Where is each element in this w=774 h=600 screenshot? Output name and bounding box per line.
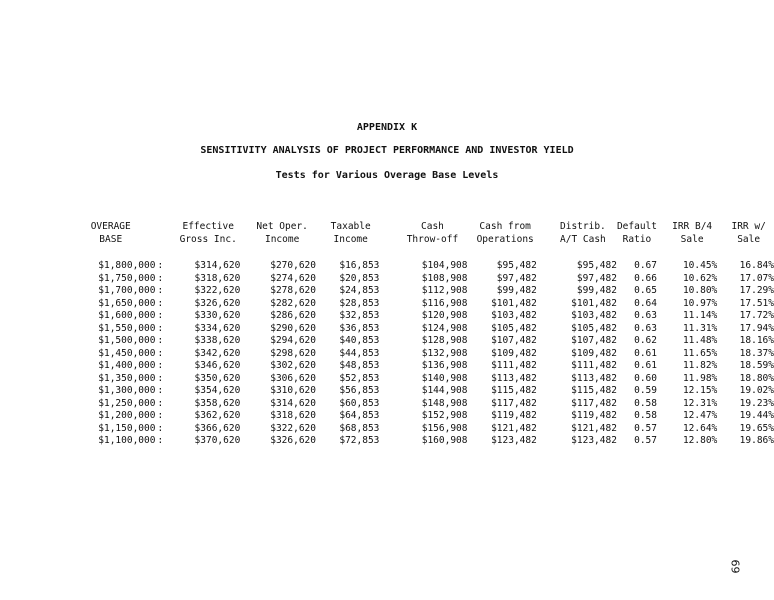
cell-net-operating-income: $278,620	[270, 285, 316, 296]
cell-default-ratio: 0.61	[634, 360, 657, 371]
cell-taxable-income: $16,853	[339, 260, 380, 271]
cell-irr-before-sale: 12.64%	[682, 422, 718, 434]
cell-separator: :	[157, 272, 164, 284]
cell-effective-gross-income: $330,620	[194, 310, 241, 321]
cell-default-ratio: 0.62	[634, 335, 657, 346]
cell-irr-with-sale: 17.07%	[739, 272, 774, 284]
table-header-row	[66, 220, 774, 246]
cell-separator: :	[157, 347, 164, 359]
cell-net-operating-income: $310,620	[270, 385, 316, 396]
cell-cash-throw-off: $140,908	[421, 372, 468, 384]
cell-separator: :	[157, 422, 164, 434]
cell-net-operating-income: $322,620	[270, 422, 316, 434]
table-row	[66, 323, 774, 336]
cell-cash-from-operations: $113,482	[491, 372, 537, 384]
cell-separator: :	[157, 385, 164, 396]
cell-effective-gross-income: $358,620	[194, 397, 241, 409]
cell-cash-throw-off: $104,908	[421, 260, 468, 271]
cell-overage-base: $1,600,000	[98, 310, 156, 321]
cell-irr-with-sale: 19.86%	[739, 435, 774, 446]
table-row	[66, 335, 774, 348]
table-row	[66, 273, 774, 286]
cell-net-operating-income: $290,620	[270, 322, 316, 334]
header-line: Default	[616, 221, 657, 232]
cell-net-operating-income: $314,620	[270, 397, 316, 409]
cell-effective-gross-income: $350,620	[194, 372, 241, 384]
cell-irr-with-sale: 17.51%	[739, 297, 774, 309]
cell-net-operating-income: $306,620	[270, 372, 316, 384]
cell-distributed-after-tax-cash: $97,482	[576, 272, 617, 284]
table-row	[66, 360, 774, 373]
cell-irr-before-sale: 10.45%	[682, 260, 718, 271]
cell-distributed-after-tax-cash: $115,482	[571, 385, 617, 396]
cell-irr-with-sale: 17.72%	[739, 310, 774, 321]
cell-taxable-income: $28,853	[339, 297, 380, 309]
cell-distributed-after-tax-cash: $103,482	[571, 310, 617, 321]
cell-default-ratio: 0.66	[634, 272, 657, 284]
cell-cash-throw-off: $148,908	[421, 397, 468, 409]
cell-overage-base: $1,250,000	[98, 397, 156, 409]
cell-taxable-income: $36,853	[339, 322, 380, 334]
cell-separator: :	[157, 372, 164, 384]
cell-irr-before-sale: 11.31%	[682, 322, 718, 334]
cell-taxable-income: $20,853	[339, 272, 380, 284]
cell-cash-throw-off: $120,908	[421, 310, 468, 321]
cell-overage-base: $1,750,000	[98, 272, 156, 284]
cell-cash-throw-off: $124,908	[421, 322, 468, 334]
header-line: A/T Cash	[560, 234, 606, 245]
cell-default-ratio: 0.63	[634, 322, 657, 334]
header-line: Effective	[182, 221, 234, 232]
cell-net-operating-income: $326,620	[270, 435, 316, 446]
cell-separator: :	[157, 397, 164, 409]
table-row	[66, 285, 774, 298]
cell-overage-base: $1,500,000	[98, 335, 156, 346]
cell-effective-gross-income: $354,620	[194, 385, 241, 396]
cell-separator: :	[157, 335, 164, 346]
header-overage-base	[66, 220, 157, 246]
header-line: Net Oper.	[256, 221, 308, 232]
cell-net-operating-income: $286,620	[270, 310, 316, 321]
cell-net-operating-income: $274,620	[270, 272, 316, 284]
cell-cash-from-operations: $95,482	[496, 260, 537, 271]
table-row	[66, 373, 774, 386]
header-line: Ratio	[622, 234, 652, 245]
cell-cash-from-operations: $99,482	[496, 285, 537, 296]
cell-default-ratio: 0.57	[634, 422, 657, 434]
cell-taxable-income: $52,853	[339, 372, 380, 384]
header-line: Sale	[737, 234, 761, 245]
cell-irr-with-sale: 18.37%	[739, 347, 774, 359]
header-spacer	[157, 220, 168, 246]
cell-irr-with-sale: 18.59%	[739, 360, 774, 371]
cell-irr-before-sale: 10.97%	[682, 297, 718, 309]
cell-default-ratio: 0.59	[634, 385, 657, 396]
header-line: Income	[264, 234, 300, 245]
header-line: Gross Inc.	[179, 234, 237, 245]
header-line: Cash from	[479, 221, 531, 232]
cell-distributed-after-tax-cash: $95,482	[576, 260, 617, 271]
cell-effective-gross-income: $338,620	[194, 335, 241, 346]
cell-taxable-income: $40,853	[339, 335, 380, 346]
cell-taxable-income: $32,853	[339, 310, 380, 321]
header-line: Sale	[680, 234, 704, 245]
header-line: OVERAGE	[90, 221, 131, 232]
header-effective-gross-income	[168, 220, 240, 246]
cell-cash-from-operations: $117,482	[491, 397, 537, 409]
cell-irr-with-sale: 18.80%	[739, 372, 774, 384]
table-row	[66, 298, 774, 311]
cell-effective-gross-income: $314,620	[194, 260, 241, 271]
cell-irr-before-sale: 11.48%	[682, 335, 718, 346]
cell-distributed-after-tax-cash: $113,482	[571, 372, 617, 384]
cell-cash-from-operations: $123,482	[491, 435, 537, 446]
cell-irr-before-sale: 12.80%	[682, 435, 718, 446]
cell-irr-before-sale: 11.14%	[682, 310, 718, 321]
cell-taxable-income: $48,853	[339, 360, 380, 371]
cell-cash-from-operations: $103,482	[491, 310, 537, 321]
cell-default-ratio: 0.57	[634, 435, 657, 446]
cell-irr-before-sale: 11.98%	[682, 372, 718, 384]
table-row	[66, 410, 774, 423]
cell-separator: :	[157, 360, 164, 371]
cell-cash-throw-off: $132,908	[421, 347, 468, 359]
cell-overage-base: $1,300,000	[98, 385, 156, 396]
cell-effective-gross-income: $318,620	[194, 272, 241, 284]
cell-distributed-after-tax-cash: $117,482	[571, 397, 617, 409]
cell-default-ratio: 0.60	[634, 372, 657, 384]
cell-distributed-after-tax-cash: $107,482	[571, 335, 617, 346]
cell-distributed-after-tax-cash: $123,482	[571, 435, 617, 446]
table-row	[66, 385, 774, 398]
table-body	[66, 260, 774, 448]
cell-distributed-after-tax-cash: $121,482	[571, 422, 617, 434]
header-default-ratio	[617, 220, 657, 246]
cell-net-operating-income: $294,620	[270, 335, 316, 346]
header-line: Distrib.	[560, 221, 606, 232]
cell-default-ratio: 0.63	[634, 310, 657, 321]
cell-separator: :	[157, 297, 164, 309]
cell-cash-from-operations: $97,482	[496, 272, 537, 284]
cell-separator: :	[157, 260, 164, 271]
cell-irr-before-sale: 10.62%	[682, 272, 718, 284]
header-line: Income	[333, 234, 368, 245]
cell-default-ratio: 0.65	[634, 285, 657, 296]
cell-irr-before-sale: 11.65%	[682, 347, 718, 359]
header-distributed-after-tax-cash	[537, 220, 617, 246]
cell-distributed-after-tax-cash: $111,482	[571, 360, 617, 371]
cell-cash-from-operations: $105,482	[491, 322, 537, 334]
cell-cash-throw-off: $144,908	[421, 385, 468, 396]
cell-separator: :	[157, 285, 164, 296]
cell-cash-throw-off: $136,908	[421, 360, 468, 371]
cell-distributed-after-tax-cash: $99,482	[576, 285, 617, 296]
header-line: Cash	[421, 221, 444, 232]
cell-cash-from-operations: $109,482	[491, 347, 537, 359]
cell-overage-base: $1,550,000	[98, 322, 156, 334]
header-irr-before-sale	[657, 220, 717, 246]
header-irr-with-sale	[717, 220, 774, 246]
cell-overage-base: $1,350,000	[98, 372, 156, 384]
header-gap	[66, 246, 774, 260]
cell-default-ratio: 0.58	[634, 397, 657, 409]
cell-irr-before-sale: 12.47%	[682, 410, 718, 421]
cell-irr-with-sale: 19.23%	[739, 397, 774, 409]
cell-taxable-income: $64,853	[339, 410, 380, 421]
page-title: SENSITIVITY ANALYSIS OF PROJECT PERFORMANCE AND INVESTOR YIELD	[200, 145, 574, 156]
cell-cash-from-operations: $119,482	[491, 410, 537, 421]
header-line: Taxable	[330, 221, 371, 232]
cell-default-ratio: 0.58	[634, 410, 657, 421]
cell-irr-before-sale: 12.31%	[682, 397, 718, 409]
table-row	[66, 260, 774, 273]
cell-distributed-after-tax-cash: $105,482	[571, 322, 617, 334]
header-line: IRR w/	[731, 221, 766, 232]
cell-taxable-income: $60,853	[339, 397, 380, 409]
appendix-label: APPENDIX K	[356, 122, 418, 133]
cell-taxable-income: $68,853	[339, 422, 380, 434]
cell-overage-base: $1,650,000	[98, 297, 156, 309]
cell-net-operating-income: $270,620	[270, 260, 316, 271]
cell-default-ratio: 0.67	[634, 260, 657, 271]
cell-effective-gross-income: $370,620	[194, 435, 241, 446]
cell-separator: :	[157, 310, 164, 321]
cell-separator: :	[157, 410, 164, 421]
cell-net-operating-income: $318,620	[270, 410, 316, 421]
cell-default-ratio: 0.61	[634, 347, 657, 359]
cell-default-ratio: 0.64	[634, 297, 657, 309]
header-line: BASE	[99, 234, 123, 245]
page-number: 69	[728, 559, 742, 574]
cell-distributed-after-tax-cash: $109,482	[571, 347, 617, 359]
cell-overage-base: $1,700,000	[98, 285, 156, 296]
cell-distributed-after-tax-cash: $119,482	[571, 410, 617, 421]
cell-cash-from-operations: $101,482	[491, 297, 537, 309]
cell-cash-throw-off: $156,908	[421, 422, 468, 434]
cell-irr-with-sale: 19.44%	[739, 410, 774, 421]
cell-taxable-income: $44,853	[339, 347, 380, 359]
cell-effective-gross-income: $366,620	[194, 422, 241, 434]
table-row	[66, 310, 774, 323]
table-row	[66, 435, 774, 448]
cell-irr-with-sale: 18.16%	[739, 335, 774, 346]
cell-cash-throw-off: $160,908	[421, 435, 468, 446]
cell-effective-gross-income: $342,620	[194, 347, 241, 359]
cell-effective-gross-income: $322,620	[194, 285, 241, 296]
sensitivity-table	[66, 220, 774, 448]
table-row	[66, 398, 774, 411]
cell-irr-before-sale: 10.80%	[682, 285, 718, 296]
cell-taxable-income: $24,853	[339, 285, 380, 296]
cell-cash-from-operations: $107,482	[491, 335, 537, 346]
cell-taxable-income: $72,853	[339, 435, 380, 446]
cell-irr-before-sale: 12.15%	[682, 385, 718, 396]
header-cash-from-operations	[467, 220, 536, 246]
cell-cash-throw-off: $152,908	[421, 410, 468, 421]
cell-irr-with-sale: 16.84%	[739, 260, 774, 271]
table-row	[66, 348, 774, 361]
cell-irr-with-sale: 19.02%	[739, 385, 774, 396]
header-net-operating-income	[240, 220, 316, 246]
cell-cash-from-operations: $115,482	[491, 385, 537, 396]
cell-cash-throw-off: $112,908	[421, 285, 468, 296]
header-line: Operations	[476, 234, 534, 245]
cell-overage-base: $1,450,000	[98, 347, 156, 359]
cell-separator: :	[157, 435, 164, 446]
cell-overage-base: $1,400,000	[98, 360, 156, 371]
cell-irr-with-sale: 17.94%	[739, 322, 774, 334]
cell-irr-before-sale: 11.82%	[682, 360, 718, 371]
cell-cash-throw-off: $128,908	[421, 335, 468, 346]
cell-overage-base: $1,150,000	[98, 422, 156, 434]
cell-effective-gross-income: $346,620	[194, 360, 241, 371]
cell-cash-from-operations: $111,482	[491, 360, 537, 371]
cell-effective-gross-income: $326,620	[194, 297, 241, 309]
cell-irr-with-sale: 17.29%	[739, 285, 774, 296]
table-row	[66, 423, 774, 436]
cell-cash-throw-off: $116,908	[421, 297, 468, 309]
cell-net-operating-income: $302,620	[270, 360, 316, 371]
cell-overage-base: $1,200,000	[98, 410, 156, 421]
cell-effective-gross-income: $362,620	[194, 410, 241, 421]
cell-effective-gross-income: $334,620	[194, 322, 241, 334]
cell-overage-base: $1,800,000	[98, 260, 156, 271]
cell-taxable-income: $56,853	[339, 385, 380, 396]
cell-net-operating-income: $282,620	[270, 297, 316, 309]
header-line: Throw-off	[406, 234, 459, 245]
cell-separator: :	[157, 322, 164, 334]
cell-cash-throw-off: $108,908	[421, 272, 468, 284]
cell-net-operating-income: $298,620	[270, 347, 316, 359]
cell-cash-from-operations: $121,482	[491, 422, 537, 434]
cell-irr-with-sale: 19.65%	[739, 422, 774, 434]
cell-distributed-after-tax-cash: $101,482	[571, 297, 617, 309]
header-line: IRR B/4	[672, 221, 713, 232]
header-taxable-income	[316, 220, 379, 246]
page-subtitle: Tests for Various Overage Base Levels	[275, 170, 499, 181]
cell-overage-base: $1,100,000	[98, 435, 156, 446]
header-cash-throw-off	[379, 220, 467, 246]
